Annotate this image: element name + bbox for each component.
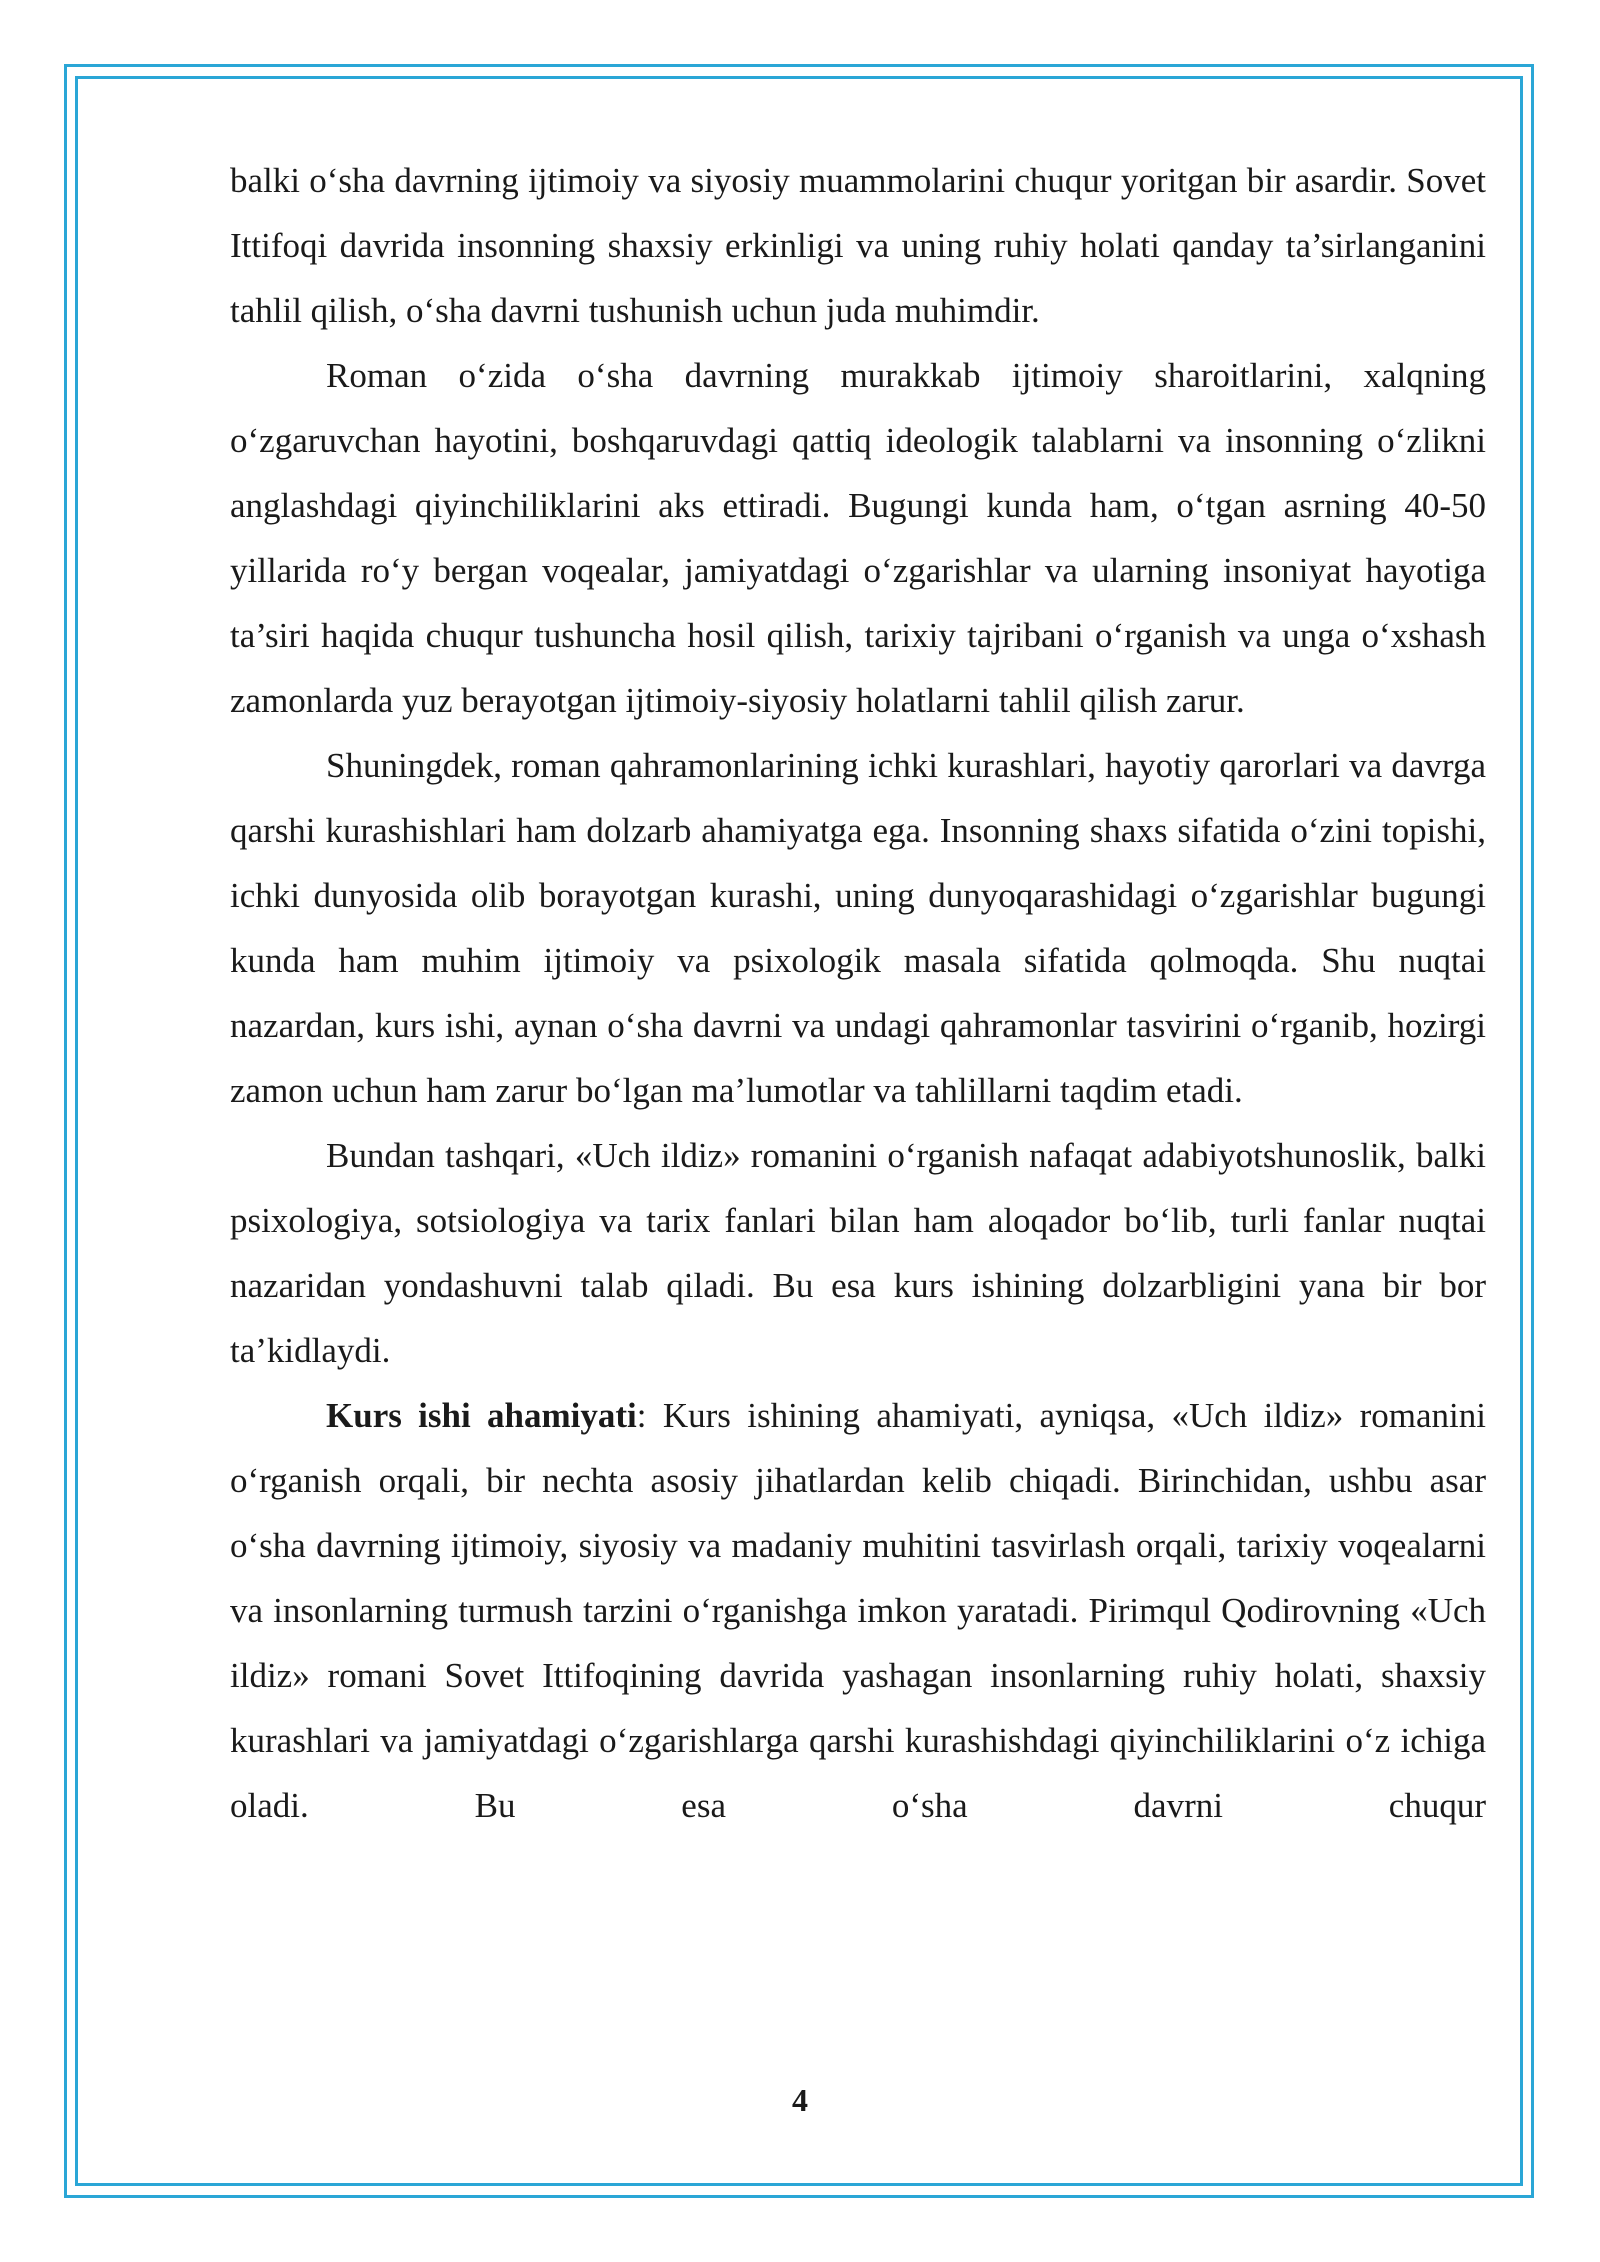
paragraph-1 — [230, 148, 1486, 343]
paragraph-2 — [230, 343, 1486, 733]
paragraph-4 — [230, 1123, 1486, 1383]
paragraph-5-lead: Kurs ishi ahamiyati — [326, 1396, 637, 1435]
paragraph-3-text: Shuningdek, roman qahramonlarining ichki kurashlari, hayotiy qarorlari va davrga qarshi kurashishlari ham dolzarb ahamiyatga ega. Insonning shaxs sifatida o‘zini topishi, ichki dunyosida olib borayotgan kurashi, uning dunyoqarashidagi o‘zgarishlar bugungi kunda ham muhim ijtimoiy va psixologik masala sifatida qolmoqda. Shu nuqtai nazardan, kurs ishi, aynan o‘sha davrni va undagi qahramonlar tasvirini o‘rganib, hozirgi zamon uchun ham zarur bo‘lgan ma’lumotlar va tahlillarni taqdim etadi. — [230, 746, 1486, 1110]
paragraph-2-text: Roman o‘zida o‘sha davrning murakkab ijtimoiy sharoitlarini, xalqning o‘zgaruvchan hayotini, boshqaruvdagi qattiq ideologik talablarni va insonning o‘zlikni anglashdagi qiyinchiliklarini aks ettiradi. Bugungi kunda ham, o‘tgan asrning 40-50 yillarida ro‘y bergan voqealar, jamiyatdagi o‘zgarishlar va ularning insoniyat hayotiga ta’siri haqida chuqur tushuncha hosil qilish, tarixiy tajribani o‘rganish va unga o‘xshash zamonlarda yuz berayotgan ijtimoiy-siyosiy holatlarni tahlil qilish zarur. — [230, 356, 1486, 720]
paragraph-1-text: balki o‘sha davrning ijtimoiy va siyosiy muammolarini chuqur yoritgan bir asardir. Sovet Ittifoqi davrida insonning shaxsiy erkinligi va uning ruhiy holati qanday ta’sirlanganini tahlil qilish, o‘sha davrni tushunish uchun juda muhimdir. — [230, 161, 1486, 330]
paragraph-5 — [230, 1383, 1486, 1838]
paragraph-3 — [230, 733, 1486, 1123]
paragraph-4-text: Bundan tashqari, «Uch ildiz» romanini o‘rganish nafaqat adabiyotshunoslik, balki psixologiya, sotsiologiya va tarix fanlari bilan ham aloqador bo‘lib, turli fanlar nuqtai nazaridan yondashuvni talab qiladi. Bu esa kurs ishining dolzarbligini yana bir bor ta’kidlaydi. — [230, 1136, 1486, 1370]
page-number: 4 — [792, 2082, 808, 2118]
paragraph-5-text: : Kurs ishining ahamiyati, ayniqsa, «Uch ildiz» romanini o‘rganish orqali, bir nechta asosiy jihatlardan kelib chiqadi. Birinchidan, ushbu asar o‘sha davrning ijtimoiy, siyosiy va madaniy muhitini tasvirlash orqali, tarixiy voqealarni va insonlarning turmush tarzini o‘rganishga imkon yaratadi. Pirimqul Qodirovning «Uch ildiz» romani Sovet Ittifoqining davrida yashagan insonlarning ruhiy holati, shaxsiy kurashlari va jamiyatdagi o‘zgarishlarga qarshi kurashishdagi qiyinchiliklarini o‘z ichiga oladi. Bu esa o‘sha davrni chuqur — [230, 1396, 1486, 1825]
document-body — [230, 148, 1486, 1838]
